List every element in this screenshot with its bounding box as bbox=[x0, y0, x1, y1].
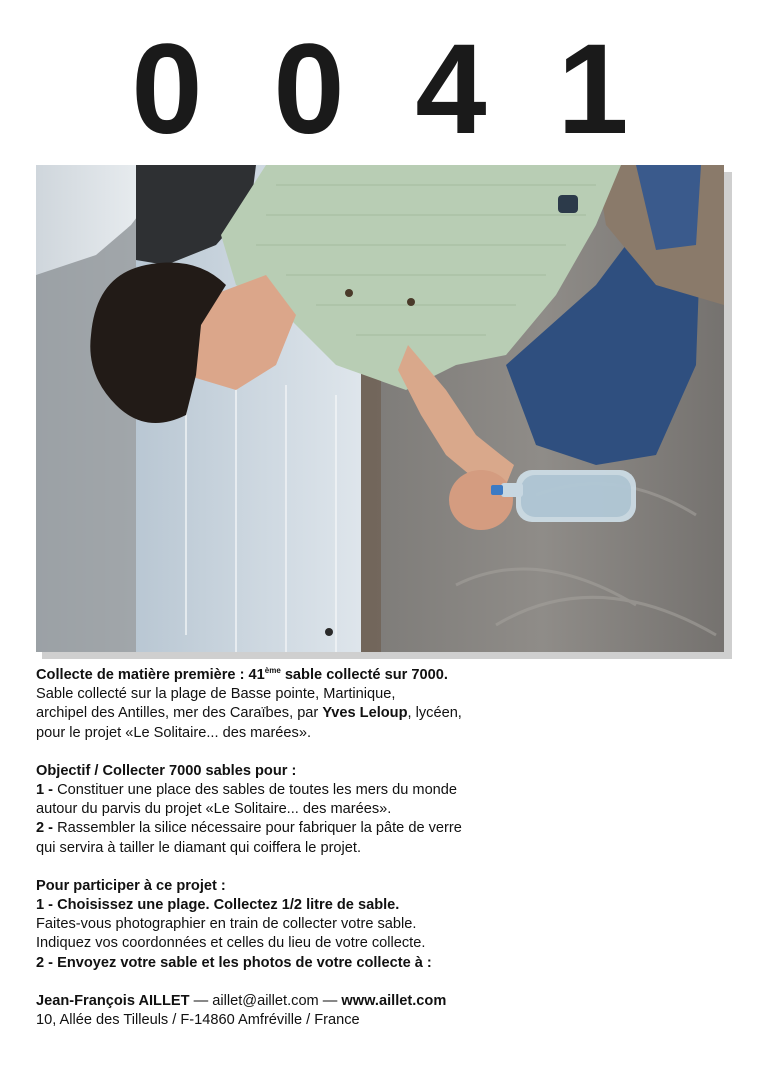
beach-photo bbox=[36, 165, 724, 652]
objective-item: 1 - Constituer une place des sables de toutes les mers du monde bbox=[36, 782, 458, 799]
contact-email[interactable]: aillet@aillet.com bbox=[212, 992, 319, 1009]
description bbox=[36, 666, 596, 1030]
digit: 0 bbox=[131, 18, 203, 161]
digit: 1 bbox=[557, 18, 629, 161]
participate-heading: Pour participer à ce projet : bbox=[36, 877, 226, 894]
headline: Collecte de matière première : 41ème sable collecté sur 7000. bbox=[36, 666, 448, 683]
participate-step: 1 - Choisissez une plage. Collectez 1/2 litre de sable. bbox=[36, 897, 400, 914]
digit: 4 bbox=[415, 18, 487, 161]
contact-line: Jean-François AILLET — aillet@aillet.com — www.aillet.com bbox=[36, 992, 447, 1009]
intro-line: archipel des Antilles, mer des Caraïbes, par Yves Leloup, lycéen, bbox=[36, 705, 462, 722]
participate-line: Indiquez vos coordonnées et celles du lieu de votre collecte. bbox=[36, 935, 426, 952]
intro-line: Sable collecté sur la plage de Basse pointe, Martinique, bbox=[36, 686, 396, 703]
objective-heading: Objectif / Collecter 7000 sables pour : bbox=[36, 762, 297, 779]
objective-item: 2 - Rassembler la silice nécessaire pour fabriquer la pâte de verre bbox=[36, 820, 462, 837]
participate-step: 2 - Envoyez votre sable et les photos de votre collecte à : bbox=[36, 954, 432, 971]
objective-item-cont: autour du parvis du projet «Le Solitaire... des marées». bbox=[36, 801, 392, 818]
digit: 0 bbox=[273, 18, 345, 161]
collector-name: Yves Leloup bbox=[322, 705, 408, 722]
intro-line: pour le projet «Le Solitaire... des marées». bbox=[36, 724, 312, 741]
contact-website[interactable]: www.aillet.com bbox=[341, 992, 447, 1009]
photo-illustration bbox=[36, 165, 724, 652]
contact-address: 10, Allée des Tilleuls / F-14860 Amfréville / France bbox=[36, 1012, 360, 1029]
contact-name: Jean-François AILLET bbox=[36, 992, 190, 1009]
objective-item-cont: qui servira à tailler le diamant qui coiffera le projet. bbox=[36, 839, 362, 856]
participate-line: Faites-vous photographier en train de collecter votre sable. bbox=[36, 916, 417, 933]
collection-number bbox=[0, 18, 760, 161]
